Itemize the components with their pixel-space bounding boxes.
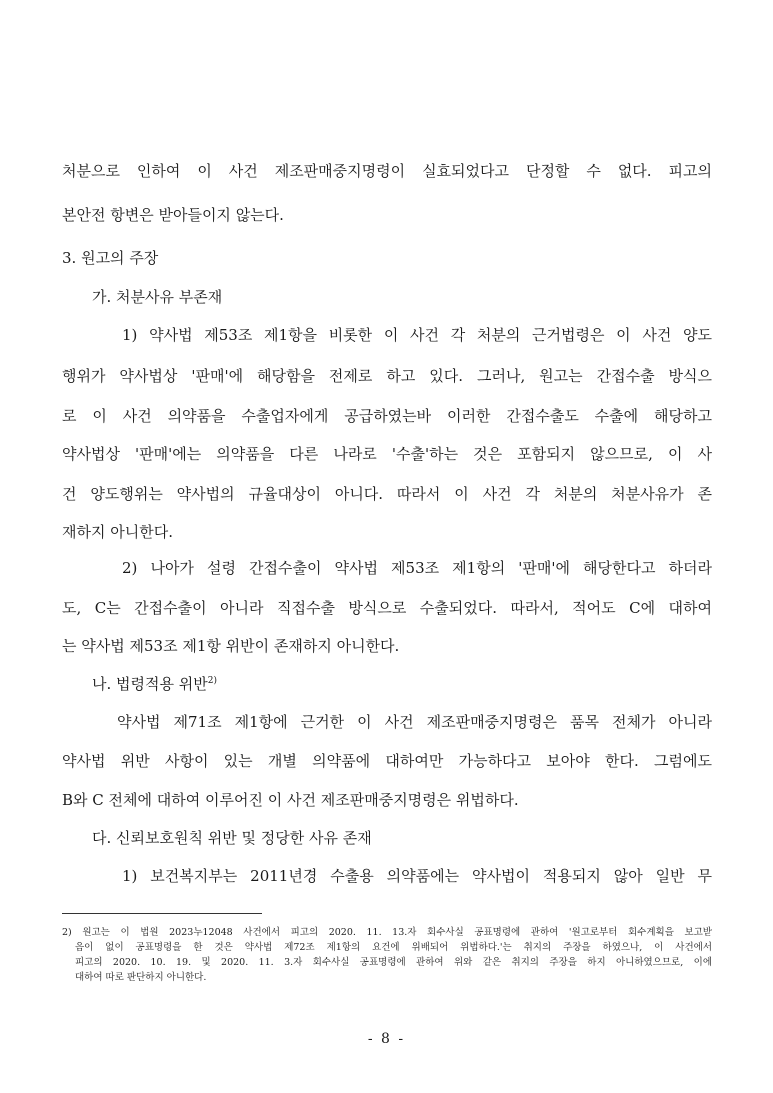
paragraph-line: 도, C는 간접수출이 아니라 직접수출 방식으로 수출되었다. 따라서, 적어도 C에 대하여	[62, 599, 712, 617]
paragraph-line: 로 이 사건 의약품을 수출업자에게 공급하였는바 이러한 간접수출도 수출에 해당하고	[62, 407, 712, 425]
paragraph-line: 건 양도행위는 약사법의 규율대상이 아니다. 따라서 이 사건 각 처분의 처분사유가 존	[62, 485, 712, 503]
paragraph-line: 행위가 약사법상 '판매'에 해당함을 전제로 하고 있다. 그러나, 원고는 간접수출 방식으	[62, 367, 712, 385]
paragraph-line: 약사법상 '판매'에는 의약품을 다른 나라로 '수출'하는 것은 포함되지 않으므로, 이 사	[62, 445, 712, 463]
paragraph-line: 1) 보건복지부는 2011년경 수출용 의약품에는 약사법이 적용되지 않아 일반 무	[122, 867, 712, 885]
paragraph-line: 재하지 아니한다.	[62, 523, 173, 541]
subsection-heading: 가. 처분사유 부존재	[92, 288, 223, 306]
paragraph-line: 약사법 위반 사항이 있는 개별 의약품에 대하여만 가능하다고 보아야 한다. 그럼에도	[62, 752, 712, 770]
paragraph-line: B와 C 전체에 대하여 이루어진 이 사건 제조판매중지명령은 위법하다.	[62, 791, 519, 809]
body-line: 처분으로 인하여 이 사건 제조판매중지명령이 실효되었다고 단정할 수 없다. 피고의	[62, 162, 712, 180]
page-number: - 8 -	[367, 1031, 406, 1047]
paragraph-line: 1) 약사법 제53조 제1항을 비롯한 이 사건 각 처분의 근거법령은 이 사건 양도	[122, 326, 712, 344]
paragraph-line: 약사법 제71조 제1항에 근거한 이 사건 제조판매중지명령은 품목 전체가 아니라	[117, 713, 712, 731]
paragraph-line: 2) 나아가 설령 간접수출이 약사법 제53조 제1항의 '판매'에 해당한다고 하더라	[122, 559, 712, 577]
section-heading: 3. 원고의 주장	[62, 249, 159, 267]
footnote-line: 피고의 2020. 10. 19. 및 2020. 11. 3.자 회수사실 공표명령에 관하여 위와 같은 취지의 주장을 하지 아니하였으므로, 이에	[75, 957, 712, 968]
subsection-heading: 다. 신뢰보호원칙 위반 및 정당한 사유 존재	[92, 829, 372, 847]
body-line: 본안전 항변은 받아들이지 않는다.	[62, 206, 284, 224]
subsection-heading-text: 나. 법령적용 위반	[92, 675, 208, 693]
subsection-heading	[0, 674, 712, 694]
paragraph-line: 는 약사법 제53조 제1항 위반이 존재하지 아니한다.	[62, 637, 400, 655]
footnote-line: 대하여 따로 판단하지 아니한다.	[75, 972, 207, 983]
footnote-line: 음이 없이 공표명령을 한 것은 약사법 제72조 제1항의 요건에 위배되어 위법하다.'는 취지의 주장을 하였으나, 이 사건에서	[75, 942, 712, 953]
footnote-line: 2) 원고는 이 법원 2023누12048 사건에서 피고의 2020. 11. 13.자 회수사실 공표명령에 관하여 '원고로부터 회수계획을 보고받	[62, 927, 712, 938]
footnote-divider	[62, 913, 262, 914]
footnote-reference: 2)	[207, 676, 217, 686]
